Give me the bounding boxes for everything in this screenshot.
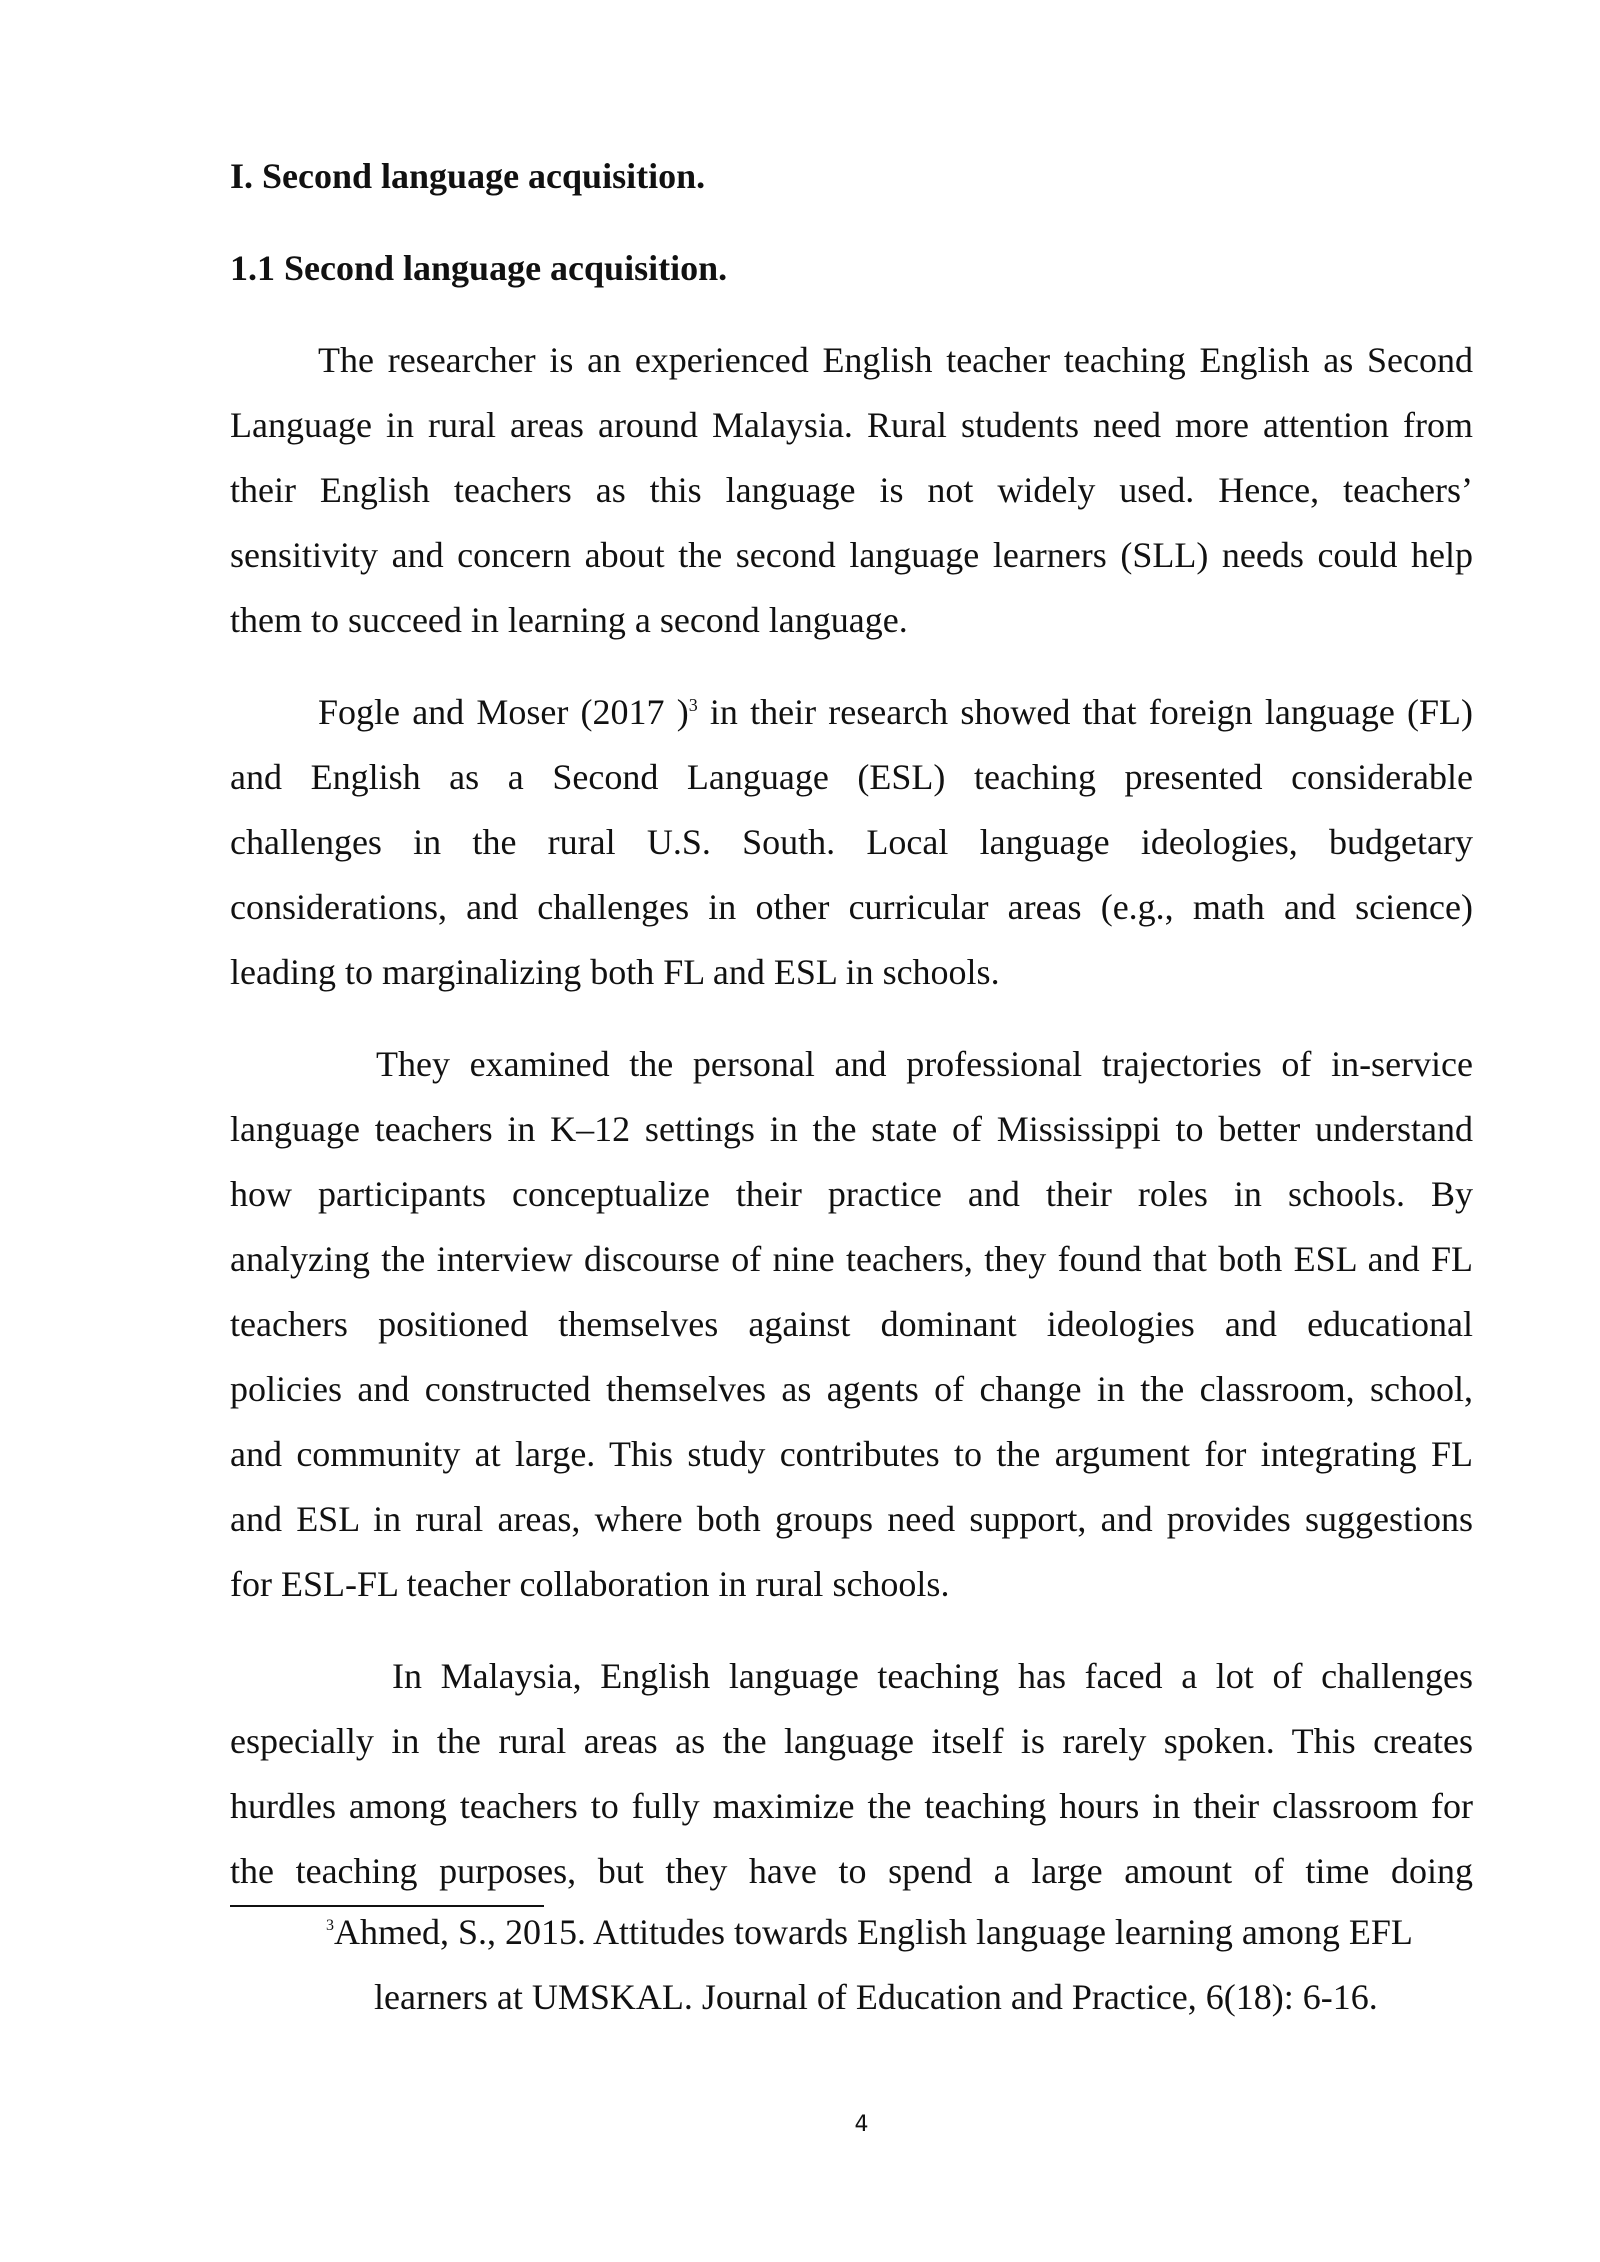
paragraph-line: language teachers in K–12 settings in the state of Mississippi to better understand [230, 1109, 1473, 1149]
paragraph-line: They examined the personal and professional trajectories of in-service [376, 1044, 1473, 1084]
paragraph-line: considerations, and challenges in other curricular areas (e.g., math and science) [230, 887, 1473, 927]
paragraph-line: for ESL-FL teacher collaboration in rural schools. [230, 1564, 950, 1604]
footnote-line [326, 1912, 1413, 1952]
paragraph-line: sensitivity and concern about the second language learners (SLL) needs could help [230, 535, 1473, 575]
paragraph-line: how participants conceptualize their practice and their roles in schools. By [230, 1174, 1473, 1214]
citation-text: Fogle and Moser (2017 ) [318, 692, 689, 732]
paragraph-line [318, 692, 1473, 732]
paragraph-line: them to succeed in learning a second language. [230, 600, 908, 640]
paragraph-line: and ESL in rural areas, where both groups need support, and provides suggestions [230, 1499, 1473, 1539]
paragraph-line: especially in the rural areas as the language itself is rarely spoken. This creates [230, 1721, 1473, 1761]
paragraph-line: and English as a Second Language (ESL) teaching presented considerable [230, 757, 1473, 797]
paragraph-line: leading to marginalizing both FL and ESL in schools. [230, 952, 1000, 992]
footnote-mark: 3 [326, 1917, 334, 1934]
paragraph-line: The researcher is an experienced English teacher teaching English as Second [318, 340, 1473, 380]
footnote-line: learners at UMSKAL. Journal of Education and Practice, 6(18): 6-16. [374, 1977, 1378, 2017]
paragraph-line: hurdles among teachers to fully maximize the teaching hours in their classroom for [230, 1786, 1473, 1826]
paragraph-line: challenges in the rural U.S. South. Local language ideologies, budgetary [230, 822, 1473, 862]
paragraph-text: in their research showed that foreign language (FL) [697, 692, 1473, 732]
footnote-separator [230, 1905, 544, 1907]
paragraph-line: analyzing the interview discourse of nine teachers, they found that both ESL and FL [230, 1239, 1473, 1279]
paragraph-line: policies and constructed themselves as agents of change in the classroom, school, [230, 1369, 1473, 1409]
paragraph-line: Language in rural areas around Malaysia. Rural students need more attention from [230, 405, 1473, 445]
paragraph-line: In Malaysia, English language teaching has faced a lot of challenges [392, 1656, 1473, 1696]
subsection-heading: 1.1 Second language acquisition. [230, 248, 728, 288]
paragraph-line: their English teachers as this language is not widely used. Hence, teachers’ [230, 470, 1473, 510]
page-number: 4 [854, 2112, 869, 2137]
footnote-reference: 3 [688, 695, 698, 715]
paragraph-line: teachers positioned themselves against dominant ideologies and educational [230, 1304, 1473, 1344]
footnote-text: Ahmed, S., 2015. Attitudes towards English language learning among EFL [334, 1912, 1413, 1952]
paragraph-line: and community at large. This study contributes to the argument for integrating FL [230, 1434, 1473, 1474]
section-heading: I. Second language acquisition. [230, 156, 706, 196]
paragraph-line: the teaching purposes, but they have to spend a large amount of time doing [230, 1851, 1473, 1891]
